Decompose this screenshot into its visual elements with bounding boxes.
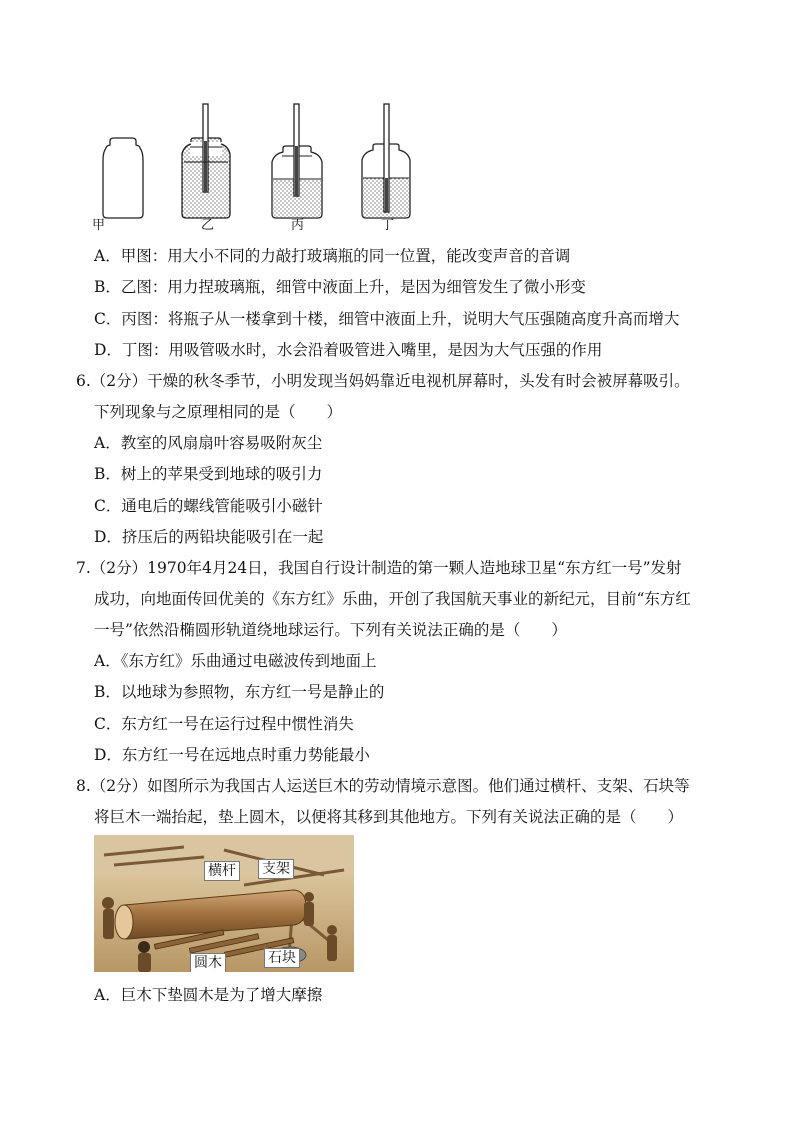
label-stone: 石块	[264, 948, 300, 968]
q7-option-d: D．东方红一号在远地点时重力势能最小	[94, 746, 370, 764]
q7-stem-line3: 一号”依然沿椭圆形轨道绕地球运行。下列有关说法正确的是（ ）	[94, 621, 567, 639]
q5-option-b: B．乙图：用力捏玻璃瓶，细管中液面上升，是因为细管发生了微小形变	[94, 278, 586, 296]
label-jia: 甲	[92, 218, 106, 233]
q7-option-a: A．《东方红》乐曲通过电磁波传到地面上	[94, 652, 377, 670]
label-ding: 丁	[381, 218, 395, 233]
q8-stem-line2: 将巨木一端抬起，垫上圆木，以便将其移到其他地方。下列有关说法正确的是（ ）	[94, 808, 684, 826]
q8-stem-line1: 8.（2分）如图所示为我国古人运送巨木的劳动情境示意图。他们通过横杆、支架、石块等	[76, 777, 690, 795]
bottle-yi	[182, 104, 230, 218]
bottle-bing	[272, 104, 322, 218]
q7-option-b: B．以地球为参照物，东方红一号是静止的	[94, 683, 385, 701]
q6-option-b: B．树上的苹果受到地球的吸引力	[94, 465, 323, 483]
bottle-ding	[362, 104, 410, 218]
bottles-illustration	[88, 96, 418, 236]
label-crossbar: 横杆	[204, 861, 240, 881]
q5-option-c: C．丙图：将瓶子从一楼拿到十楼，细管中液面上升，说明大气压强随高度升高而增大	[94, 310, 680, 328]
bottle-jia	[103, 138, 143, 218]
q7-stem-line1: 7.（2分）1970年4月24日，我国自行设计制造的第一颗人造地球卫星“东方红一号”发射	[76, 559, 682, 577]
q5-option-a: A．甲图：用大小不同的力敲打玻璃瓶的同一位置，能改变声音的音调	[94, 247, 571, 265]
q8-option-a: A．巨木下垫圆木是为了增大摩擦	[94, 986, 323, 1004]
log-scene	[94, 835, 354, 972]
q5-option-d: D．丁图：用吸管吸水时，水会沿着吸管进入嘴里，是因为大气压强的作用	[94, 341, 603, 359]
label-support: 支架	[258, 859, 294, 879]
q6-option-d: D．挤压后的两铅块能吸引在一起	[94, 528, 324, 546]
q6-stem-line2: 下列现象与之原理相同的是（ ）	[94, 403, 343, 421]
q6-option-c: C．通电后的螺线管能吸引小磁针	[94, 497, 323, 515]
q6-stem-line1: 6.（2分）干燥的秋冬季节，小明发现当妈妈靠近电视机屏幕时，头发有时会被屏幕吸引。	[76, 372, 690, 390]
q7-stem-line2: 成功，向地面传回优美的《东方红》乐曲，开创了我国航天事业的新纪元，目前“东方红	[94, 590, 691, 608]
bottles-figure	[88, 96, 418, 236]
label-yi: 乙	[201, 218, 215, 233]
label-log: 圆木	[190, 953, 226, 972]
q7-option-c: C．东方红一号在运行过程中惯性消失	[94, 715, 354, 733]
label-bing: 丙	[291, 218, 305, 233]
ancient-log-transport-illustration	[94, 835, 354, 972]
q6-option-a: A．教室的风扇扇叶容易吸附灰尘	[94, 434, 323, 452]
